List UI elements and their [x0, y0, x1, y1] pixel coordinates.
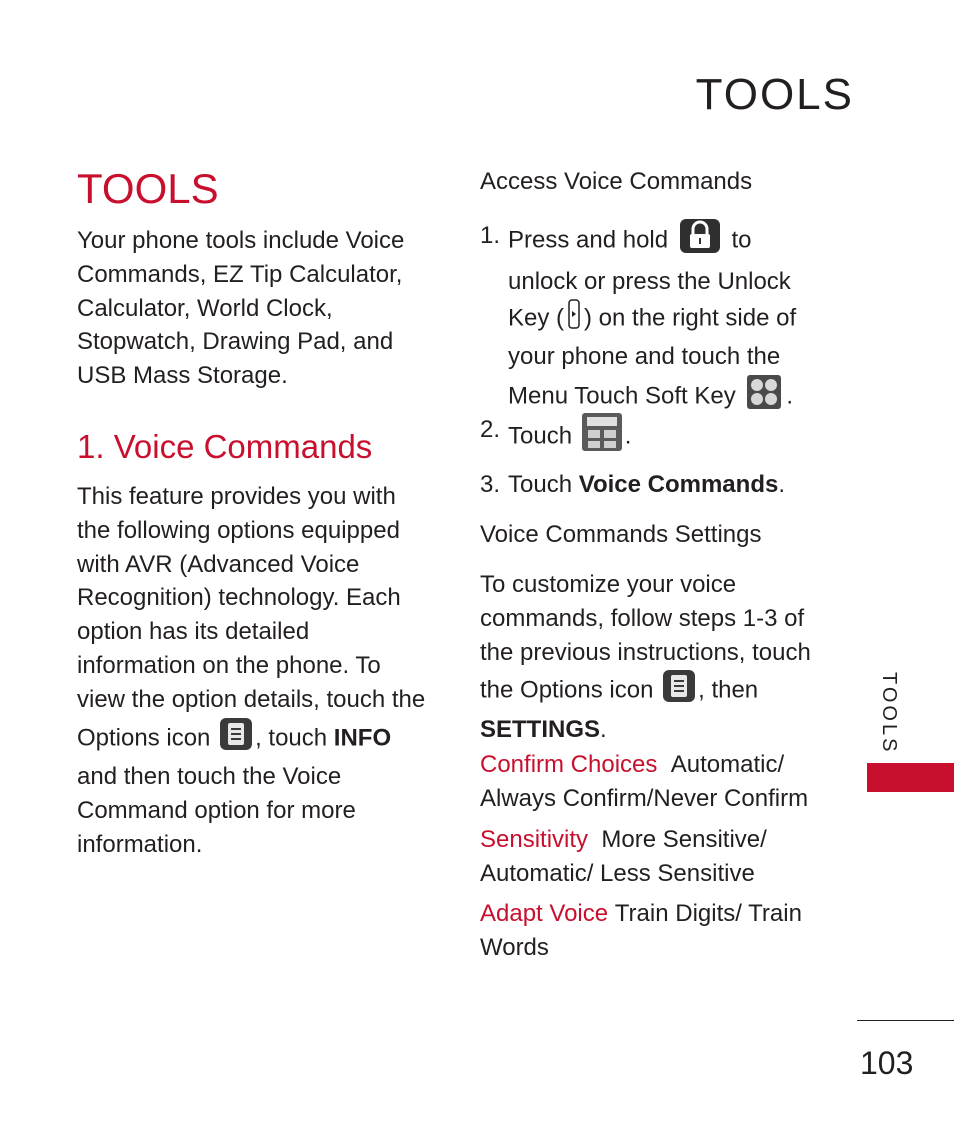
step-text: . [786, 382, 794, 410]
feature-name: Sensitivity [480, 826, 589, 853]
section-title: 1. Voice Commands [77, 428, 373, 465]
feature-sensitivity [480, 823, 825, 891]
info-label: INFO [333, 723, 392, 751]
side-tab-label: TOOLS [878, 672, 900, 755]
voice-commands-label: Voice Commands [578, 471, 779, 498]
step-number: 3. [480, 471, 501, 498]
step-text: . [778, 471, 785, 498]
paragraph-text: , then [698, 676, 759, 704]
options-icon [662, 669, 696, 713]
unlock-key-icon [567, 299, 581, 339]
step-text: Press and hold [508, 226, 669, 254]
intro-paragraph: Your phone tools include Voice Commands, EZ Tip Calculator, Calculator, World Clock, Stopwatch, Drawing Pad, and USB Mass Storage. [77, 227, 405, 390]
running-header-title: TOOLS [695, 70, 854, 119]
side-tab-marker [867, 763, 954, 792]
paragraph-text: This feature provides you with the following options equipped with AVR (Advanced Voice Recognition) technology. Each option has its detailed information on the phone. To view the option details, touch the Options icon [77, 483, 426, 751]
step-2 [480, 412, 825, 462]
access-heading: Access Voice Commands [480, 168, 753, 195]
feature-desc: Automatic/ Always Confirm/Never Confirm [480, 751, 809, 812]
calculator-icon [581, 412, 623, 462]
footer-rule [857, 1020, 954, 1021]
step-1 [480, 218, 825, 420]
feature-name: Confirm Choices [480, 751, 658, 778]
page-title: TOOLS [77, 165, 219, 212]
paragraph-text: To customize your voice commands, follow steps 1-3 of the previous instructions, touch the Options icon [480, 571, 811, 704]
voice-commands-paragraph [77, 480, 432, 862]
step-text: . [624, 422, 632, 450]
feature-confirm-choices [480, 748, 825, 816]
step-text: to unlock or press the Unlock Key ( [508, 226, 791, 332]
paragraph-text: . [600, 716, 607, 744]
feature-desc: More Sensitive/ Automatic/ Less Sensitive [480, 826, 767, 887]
step-number: 1. [480, 222, 501, 249]
feature-name: Adapt Voice [480, 900, 609, 927]
feature-adapt-voice [480, 897, 825, 965]
step-text: Touch [508, 471, 579, 498]
feature-desc: Train Digits/ Train Words [480, 900, 802, 961]
step-text: Touch [508, 422, 573, 450]
paragraph-text: , touch [255, 723, 334, 751]
lock-icon [679, 218, 721, 264]
settings-heading: Voice Commands Settings [480, 521, 762, 548]
step-number: 2. [480, 416, 501, 443]
settings-paragraph [480, 568, 825, 747]
step-text: ) on the right side of your phone and touch the Menu Touch Soft Key [508, 304, 797, 410]
page-number: 103 [860, 1045, 914, 1081]
settings-label: SETTINGS [480, 716, 601, 744]
paragraph-text: and then touch the Voice Command option for more information. [77, 763, 356, 858]
step-3 [480, 467, 825, 502]
options-icon [219, 717, 253, 761]
